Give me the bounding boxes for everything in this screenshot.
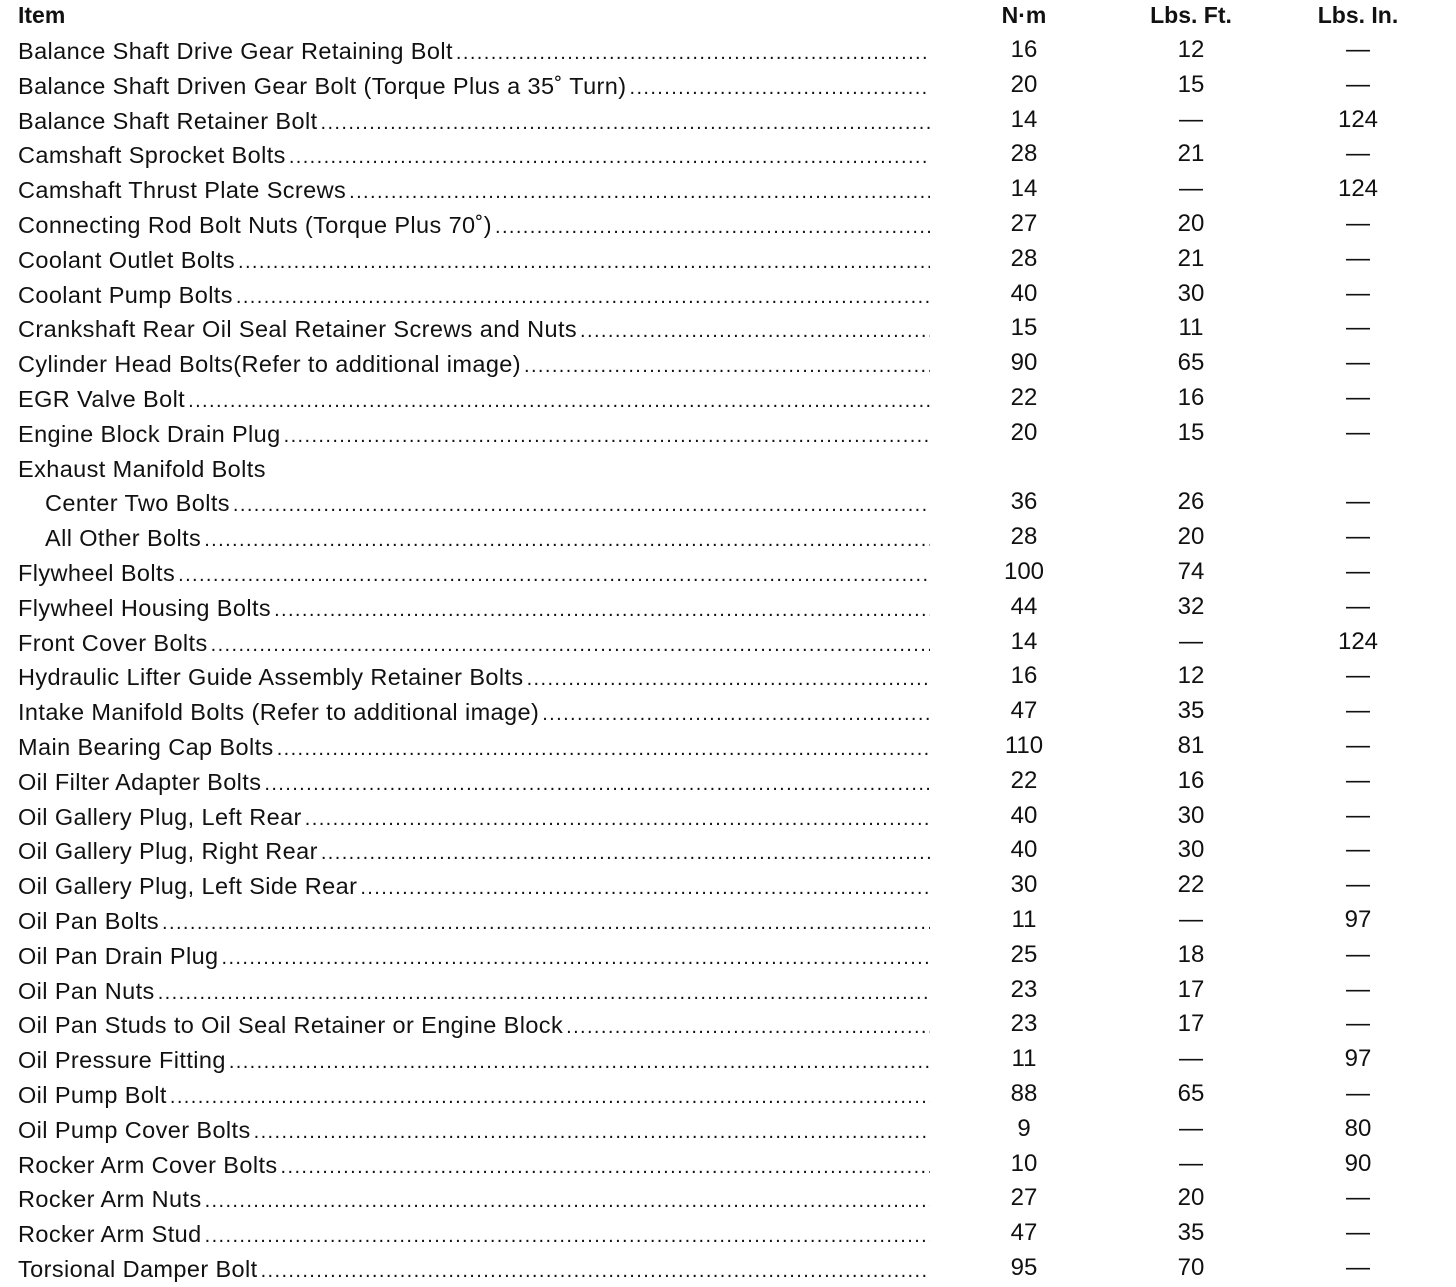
item-label: Camshaft Sprocket Bolts bbox=[18, 142, 286, 169]
pound-feet-value: — bbox=[1179, 1114, 1203, 1142]
table-row bbox=[0, 138, 1456, 173]
pound-inches-value: — bbox=[1346, 836, 1370, 864]
table-row bbox=[0, 104, 1456, 139]
item-label: Oil Filter Adapter Bolts bbox=[18, 768, 262, 795]
pound-feet-value: 17 bbox=[1177, 1010, 1205, 1038]
pound-feet-value: 35 bbox=[1177, 697, 1205, 725]
dot-leader bbox=[349, 181, 930, 204]
table-row bbox=[0, 695, 1456, 730]
newton-meters-value: 110 bbox=[1004, 731, 1044, 759]
item-label: Coolant Pump Bolts bbox=[18, 281, 233, 308]
item-cell bbox=[18, 1152, 930, 1179]
dot-leader bbox=[524, 355, 930, 378]
dot-leader bbox=[542, 703, 930, 726]
item-cell bbox=[18, 595, 930, 622]
table-row bbox=[0, 382, 1456, 417]
item-cell bbox=[45, 525, 930, 552]
pound-feet-value: 30 bbox=[1177, 836, 1205, 864]
item-cell bbox=[18, 282, 930, 309]
dot-leader bbox=[456, 42, 930, 65]
newton-meters-value: 40 bbox=[1010, 836, 1038, 864]
table-row bbox=[0, 765, 1456, 800]
pound-inches-value: — bbox=[1346, 697, 1370, 725]
item-cell bbox=[18, 560, 930, 587]
item-label: Balance Shaft Retainer Bolt bbox=[18, 107, 318, 134]
item-cell bbox=[18, 177, 930, 204]
item-label: EGR Valve Bolt bbox=[18, 385, 186, 412]
pound-inches-value: — bbox=[1346, 940, 1370, 968]
dot-leader bbox=[170, 1086, 930, 1109]
pound-feet-value: 17 bbox=[1177, 975, 1205, 1003]
pound-feet-value: 32 bbox=[1177, 592, 1205, 620]
newton-meters-value: 28 bbox=[1010, 140, 1038, 168]
table-row bbox=[0, 1113, 1456, 1148]
pound-feet-value: 65 bbox=[1177, 1079, 1205, 1107]
table-row bbox=[0, 208, 1456, 243]
newton-meters-value: 47 bbox=[1010, 1219, 1038, 1247]
pound-feet-value: 11 bbox=[1178, 314, 1204, 342]
dot-leader bbox=[229, 1051, 930, 1074]
pound-inches-value: — bbox=[1346, 1010, 1370, 1038]
torque-table-body bbox=[0, 34, 1456, 1287]
pound-inches-value: — bbox=[1346, 279, 1370, 307]
item-label: Rocker Arm Nuts bbox=[18, 1186, 202, 1213]
newton-meters-value: 30 bbox=[1010, 871, 1038, 899]
pound-feet-value: 70 bbox=[1177, 1253, 1205, 1281]
item-label: Oil Pan Bolts bbox=[18, 907, 160, 934]
pound-feet-value: 26 bbox=[1177, 488, 1205, 516]
item-label: Cylinder Head Bolts(Refer to additional image) bbox=[18, 351, 521, 378]
table-row bbox=[0, 173, 1456, 208]
pound-feet-value: — bbox=[1179, 105, 1203, 133]
pound-inches-value: — bbox=[1346, 523, 1370, 551]
table-row bbox=[0, 486, 1456, 521]
item-cell bbox=[18, 838, 930, 865]
newton-meters-value: 88 bbox=[1010, 1079, 1038, 1107]
pound-inches-value: — bbox=[1346, 592, 1370, 620]
pound-inches-value: — bbox=[1346, 871, 1370, 899]
newton-meters-value: 40 bbox=[1010, 279, 1038, 307]
pound-feet-value: — bbox=[1179, 1045, 1203, 1073]
item-label: Engine Block Drain Plug bbox=[18, 420, 281, 447]
item-cell bbox=[18, 1082, 930, 1109]
item-cell bbox=[18, 108, 930, 135]
pound-feet-value: — bbox=[1179, 1149, 1203, 1177]
pound-inches-value: — bbox=[1346, 1184, 1370, 1212]
table-row bbox=[0, 34, 1456, 69]
dot-leader bbox=[222, 947, 930, 970]
newton-meters-value: 100 bbox=[1003, 557, 1045, 585]
table-row bbox=[0, 1148, 1456, 1183]
pound-feet-value: 18 bbox=[1177, 940, 1205, 968]
dot-leader bbox=[289, 146, 930, 169]
pound-inches-value: — bbox=[1346, 1079, 1370, 1107]
newton-meters-value: 22 bbox=[1010, 383, 1038, 411]
pound-feet-value: 20 bbox=[1177, 209, 1205, 237]
pound-inches-value: — bbox=[1346, 209, 1370, 237]
item-label: Oil Pan Drain Plug bbox=[18, 942, 219, 969]
item-cell bbox=[18, 247, 930, 274]
table-row bbox=[0, 278, 1456, 313]
item-label: Main Bearing Cap Bolts bbox=[18, 733, 274, 760]
item-cell bbox=[18, 734, 930, 761]
item-label: Intake Manifold Bolts (Refer to additional image) bbox=[18, 699, 540, 726]
newton-meters-value: 9 bbox=[1017, 1114, 1031, 1142]
item-label: Oil Pan Nuts bbox=[18, 977, 155, 1004]
item-cell bbox=[18, 1012, 930, 1039]
dot-leader bbox=[158, 982, 930, 1005]
table-row bbox=[0, 1078, 1456, 1113]
pound-feet-value: 20 bbox=[1177, 523, 1205, 551]
newton-meters-value: 36 bbox=[1010, 488, 1038, 516]
item-label: Camshaft Thrust Plate Screws bbox=[18, 177, 347, 204]
newton-meters-value: 16 bbox=[1010, 662, 1038, 690]
newton-meters-value: 44 bbox=[1010, 592, 1038, 620]
dot-leader bbox=[321, 842, 930, 865]
item-cell bbox=[18, 212, 930, 239]
item-cell bbox=[18, 38, 930, 65]
newton-meters-value: 27 bbox=[1010, 209, 1038, 237]
item-cell bbox=[18, 1256, 930, 1283]
table-row bbox=[0, 1182, 1456, 1217]
item-cell bbox=[18, 73, 930, 100]
newton-meters-value: 23 bbox=[1010, 1010, 1038, 1038]
item-cell bbox=[18, 630, 930, 657]
header-item: Item bbox=[18, 2, 66, 28]
dot-leader bbox=[360, 877, 930, 900]
item-label: Front Cover Bolts bbox=[18, 629, 208, 656]
item-label: Rocker Arm Stud bbox=[18, 1221, 202, 1248]
pound-feet-value: 21 bbox=[1177, 140, 1205, 168]
dot-leader bbox=[204, 529, 930, 552]
item-cell bbox=[18, 421, 930, 448]
item-cell bbox=[18, 316, 930, 343]
newton-meters-value: 20 bbox=[1010, 418, 1038, 446]
item-label: Balance Shaft Drive Gear Retaining Bolt bbox=[18, 38, 453, 64]
dot-leader bbox=[205, 1225, 930, 1248]
newton-meters-value: 95 bbox=[1010, 1253, 1038, 1281]
dot-leader bbox=[566, 1016, 930, 1039]
table-row bbox=[0, 1217, 1456, 1252]
newton-meters-value: 28 bbox=[1010, 244, 1038, 272]
dot-leader bbox=[211, 634, 930, 657]
item-cell bbox=[18, 1186, 930, 1213]
table-row bbox=[0, 591, 1456, 626]
table-row bbox=[0, 904, 1456, 939]
dot-leader bbox=[238, 251, 930, 274]
dot-leader bbox=[178, 564, 930, 587]
pound-inches-value: — bbox=[1346, 488, 1370, 516]
pound-feet-value: 20 bbox=[1177, 1184, 1205, 1212]
item-label: Crankshaft Rear Oil Seal Retainer Screws and Nuts bbox=[18, 316, 578, 343]
item-label: Exhaust Manifold Bolts bbox=[18, 455, 266, 482]
table-row bbox=[0, 243, 1456, 278]
item-label: Oil Pump Cover Bolts bbox=[18, 1116, 251, 1143]
pound-feet-value: 65 bbox=[1177, 349, 1205, 377]
pound-inches-value: 97 bbox=[1344, 1045, 1372, 1073]
item-cell bbox=[18, 351, 930, 378]
pound-inches-value: — bbox=[1346, 383, 1370, 411]
dot-leader bbox=[261, 1260, 930, 1283]
pound-inches-value: — bbox=[1346, 314, 1370, 342]
pound-feet-value: — bbox=[1179, 905, 1203, 933]
newton-meters-value: 47 bbox=[1010, 697, 1038, 725]
item-label: Torsional Damper Bolt bbox=[18, 1255, 258, 1282]
item-cell bbox=[18, 1047, 930, 1074]
item-label: Rocker Arm Cover Bolts bbox=[18, 1151, 278, 1178]
table-row bbox=[0, 69, 1456, 104]
pound-inches-value: — bbox=[1346, 801, 1370, 829]
pound-feet-value: 30 bbox=[1177, 801, 1205, 829]
dot-leader bbox=[629, 77, 930, 100]
newton-meters-value: 16 bbox=[1010, 36, 1038, 63]
item-label: Oil Gallery Plug, Left Rear bbox=[18, 803, 302, 830]
pound-inches-value: 124 bbox=[1337, 175, 1379, 203]
pound-inches-value: — bbox=[1346, 975, 1370, 1003]
pound-feet-value: 21 bbox=[1177, 244, 1205, 272]
item-cell bbox=[18, 943, 930, 970]
item-label: Flywheel Housing Bolts bbox=[18, 594, 272, 621]
item-label: Balance Shaft Driven Gear Bolt (Torque Plus a 35˚ Turn) bbox=[18, 72, 627, 99]
newton-meters-value: 23 bbox=[1010, 975, 1038, 1003]
pound-feet-value: 35 bbox=[1177, 1219, 1205, 1247]
item-cell bbox=[18, 699, 930, 726]
table-row bbox=[0, 730, 1456, 765]
item-cell bbox=[18, 908, 930, 935]
pound-inches-value: 124 bbox=[1337, 105, 1379, 133]
item-cell bbox=[18, 769, 930, 796]
table-row bbox=[0, 974, 1456, 1009]
newton-meters-value: 28 bbox=[1010, 523, 1038, 551]
table-row bbox=[0, 834, 1456, 869]
dot-leader bbox=[495, 216, 930, 239]
item-label: Oil Gallery Plug, Left Side Rear bbox=[18, 873, 358, 900]
newton-meters-value: 25 bbox=[1010, 940, 1038, 968]
newton-meters-value: 27 bbox=[1010, 1184, 1038, 1212]
pound-inches-value: — bbox=[1346, 1253, 1370, 1281]
dot-leader bbox=[305, 808, 930, 831]
item-label: Center Two Bolts bbox=[45, 490, 230, 517]
dot-leader bbox=[162, 912, 930, 935]
dot-leader bbox=[274, 599, 930, 622]
item-cell bbox=[45, 490, 930, 517]
newton-meters-value: 14 bbox=[1010, 175, 1038, 203]
item-cell bbox=[18, 386, 930, 413]
newton-meters-value: 20 bbox=[1010, 70, 1038, 98]
item-label: Oil Pressure Fitting bbox=[18, 1047, 226, 1074]
table-row bbox=[0, 1008, 1456, 1043]
item-label: All Other Bolts bbox=[45, 525, 202, 552]
pound-feet-value: 16 bbox=[1177, 766, 1205, 794]
table-row bbox=[0, 1043, 1456, 1078]
table-row bbox=[0, 312, 1456, 347]
pound-inches-value: — bbox=[1346, 140, 1370, 168]
item-label: Oil Gallery Plug, Right Rear bbox=[18, 838, 318, 865]
item-cell bbox=[18, 1221, 930, 1248]
pound-inches-value: — bbox=[1346, 1219, 1370, 1247]
table-row bbox=[0, 939, 1456, 974]
item-cell bbox=[18, 873, 930, 900]
pound-inches-value: — bbox=[1346, 731, 1370, 759]
dot-leader bbox=[233, 494, 930, 517]
pound-inches-value: — bbox=[1346, 418, 1370, 446]
item-cell bbox=[18, 804, 930, 831]
newton-meters-value: 11 bbox=[1011, 905, 1037, 933]
newton-meters-value: 14 bbox=[1010, 105, 1038, 133]
table-row bbox=[0, 660, 1456, 695]
table-row bbox=[0, 417, 1456, 452]
pound-inches-value: — bbox=[1346, 766, 1370, 794]
pound-inches-value: 124 bbox=[1337, 627, 1379, 655]
pound-inches-value: — bbox=[1346, 662, 1370, 690]
item-label: Hydraulic Lifter Guide Assembly Retainer Bolts bbox=[18, 664, 524, 691]
item-cell bbox=[18, 664, 930, 691]
item-cell bbox=[18, 142, 930, 169]
header-pound-feet: Lbs. Ft. bbox=[1150, 2, 1232, 28]
table-row bbox=[0, 556, 1456, 591]
pound-inches-value: — bbox=[1346, 70, 1370, 98]
newton-meters-value: 11 bbox=[1011, 1045, 1037, 1073]
item-label: Oil Pan Studs to Oil Seal Retainer or Engine Block bbox=[18, 1012, 564, 1039]
pound-inches-value: — bbox=[1346, 349, 1370, 377]
newton-meters-value: 10 bbox=[1010, 1149, 1038, 1177]
dot-leader bbox=[321, 112, 930, 135]
newton-meters-value: 22 bbox=[1010, 766, 1038, 794]
dot-leader bbox=[264, 773, 930, 796]
pound-inches-value: 90 bbox=[1344, 1149, 1372, 1177]
item-cell bbox=[18, 1117, 930, 1144]
dot-leader bbox=[188, 390, 930, 413]
newton-meters-value: 40 bbox=[1010, 801, 1038, 829]
pound-feet-value: 22 bbox=[1177, 871, 1205, 899]
pound-feet-value: 74 bbox=[1177, 557, 1205, 585]
item-label: Flywheel Bolts bbox=[18, 559, 176, 586]
dot-leader bbox=[284, 425, 930, 448]
table-row bbox=[0, 626, 1456, 661]
pound-feet-value: 16 bbox=[1177, 383, 1205, 411]
table-row bbox=[0, 869, 1456, 904]
header-pound-inches: Lbs. In. bbox=[1317, 2, 1399, 28]
item-cell bbox=[18, 456, 930, 483]
dot-leader bbox=[205, 1190, 930, 1213]
dot-leader bbox=[236, 286, 930, 309]
item-label: Connecting Rod Bolt Nuts (Torque Plus 70˚) bbox=[18, 211, 492, 238]
group-heading-row bbox=[0, 452, 1456, 487]
item-label: Oil Pump Bolt bbox=[18, 1081, 167, 1108]
pound-feet-value: 12 bbox=[1177, 662, 1205, 690]
table-header bbox=[0, 0, 1456, 34]
newton-meters-value: 90 bbox=[1010, 349, 1038, 377]
table-row bbox=[0, 800, 1456, 835]
table-row bbox=[0, 347, 1456, 382]
newton-meters-value: 15 bbox=[1010, 314, 1038, 342]
item-label: Coolant Outlet Bolts bbox=[18, 246, 235, 273]
pound-inches-value: 80 bbox=[1344, 1114, 1372, 1142]
pound-feet-value: 81 bbox=[1177, 731, 1205, 759]
table-row bbox=[0, 1252, 1456, 1287]
dot-leader bbox=[527, 668, 930, 691]
newton-meters-value: 14 bbox=[1010, 627, 1038, 655]
pound-inches-value: 97 bbox=[1344, 905, 1372, 933]
dot-leader bbox=[580, 320, 930, 343]
pound-feet-value: 15 bbox=[1177, 418, 1205, 446]
header-newton-meters: N·m bbox=[1001, 2, 1047, 28]
pound-feet-value: 30 bbox=[1177, 279, 1205, 307]
pound-inches-value: — bbox=[1346, 557, 1370, 585]
pound-inches-value: — bbox=[1346, 244, 1370, 272]
pound-feet-value: — bbox=[1179, 627, 1203, 655]
pound-feet-value: 15 bbox=[1177, 70, 1205, 98]
dot-leader bbox=[281, 1156, 930, 1179]
pound-feet-value: 12 bbox=[1177, 36, 1205, 63]
pound-feet-value: — bbox=[1179, 175, 1203, 203]
dot-leader bbox=[277, 738, 930, 761]
pound-inches-value: — bbox=[1346, 36, 1370, 63]
dot-leader bbox=[254, 1121, 930, 1144]
item-cell bbox=[18, 978, 930, 1005]
table-row bbox=[0, 521, 1456, 556]
